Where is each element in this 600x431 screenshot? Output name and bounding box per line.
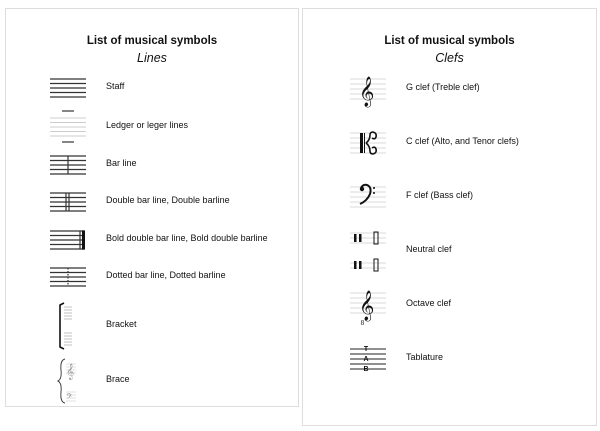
item-label: Tablature bbox=[406, 352, 444, 362]
svg-text:𝄞: 𝄞 bbox=[359, 291, 375, 321]
item-label: G clef (Treble clef) bbox=[406, 82, 480, 92]
brace-icon bbox=[48, 356, 88, 406]
panel-subtitle: Clefs bbox=[435, 51, 464, 65]
item-label: Brace bbox=[106, 374, 130, 384]
list-item bbox=[6, 195, 298, 205]
item-label: Neutral clef bbox=[406, 244, 452, 254]
item-label: Bar line bbox=[106, 158, 137, 168]
item-label: Bracket bbox=[106, 319, 137, 329]
f-clef-icon bbox=[348, 175, 388, 219]
list-item bbox=[303, 291, 596, 327]
list-item bbox=[6, 270, 298, 280]
item-label: Dotted bar line, Dotted barline bbox=[106, 270, 226, 280]
list-item bbox=[6, 233, 298, 243]
item-label: Bold double bar line, Bold double barline bbox=[106, 233, 268, 243]
item-label: F clef (Bass clef) bbox=[406, 190, 474, 200]
svg-text:8: 8 bbox=[360, 320, 365, 327]
svg-text:𝄞: 𝄞 bbox=[66, 364, 75, 380]
tab-letter-b: B bbox=[363, 366, 369, 373]
list-item bbox=[6, 158, 298, 168]
list-item bbox=[6, 319, 298, 329]
item-label: C clef (Alto, and Tenor clefs) bbox=[406, 136, 519, 146]
item-label: Staff bbox=[106, 81, 125, 91]
list-item bbox=[303, 77, 596, 107]
svg-text:𝄞: 𝄞 bbox=[359, 77, 375, 107]
panel-subtitle: Lines bbox=[137, 51, 167, 65]
list-item bbox=[6, 364, 298, 404]
item-label: Double bar line, Double barline bbox=[106, 195, 230, 205]
tablature-icon bbox=[348, 337, 388, 381]
list-item bbox=[6, 81, 298, 91]
panel-title: List of musical symbols bbox=[384, 35, 515, 47]
list-item bbox=[303, 346, 596, 373]
list-item bbox=[303, 244, 596, 254]
c-clef-icon bbox=[348, 121, 388, 165]
neutral-clef-icon bbox=[348, 225, 388, 277]
list-item bbox=[303, 136, 596, 146]
dotted-bar-line-icon bbox=[48, 255, 88, 299]
bracket-icon bbox=[48, 301, 88, 351]
item-label: Ledger or leger lines bbox=[106, 120, 189, 130]
svg-text:𝄢: 𝄢 bbox=[66, 393, 73, 404]
lines-panel bbox=[5, 8, 299, 407]
item-label: Octave clef bbox=[406, 298, 452, 308]
octave-clef-icon bbox=[348, 283, 388, 327]
list-item bbox=[303, 190, 596, 200]
g-clef-icon bbox=[348, 67, 388, 111]
tab-letter-t: T bbox=[363, 346, 369, 353]
list-item bbox=[6, 120, 298, 130]
tab-letter-a: A bbox=[363, 356, 369, 363]
clefs-panel bbox=[302, 8, 597, 426]
staff-icon bbox=[48, 66, 88, 110]
panel-title: List of musical symbols bbox=[86, 35, 218, 47]
